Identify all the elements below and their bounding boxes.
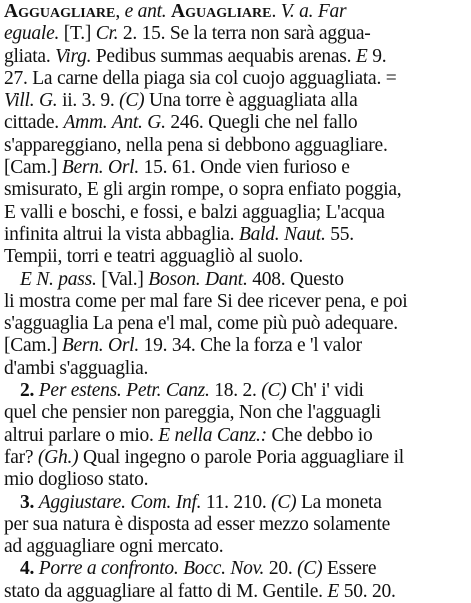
- italic-citation-text: Per estens. Petr. Canz.: [38, 380, 210, 402]
- body-text: Tempii, torri e teatri agguagliò al suolo.: [4, 246, 303, 268]
- body-text: 11. 210.: [201, 491, 272, 513]
- text-line: [4, 157, 467, 179]
- body-text: s'appareggiano, nella pena si debbono agguagliare.: [4, 134, 388, 156]
- body-text: 18. 2.: [209, 380, 262, 402]
- body-text: ad agguagliare ogni mercato.: [4, 536, 224, 558]
- italic-citation-text: eguale.: [4, 23, 60, 45]
- text-line: [4, 380, 467, 402]
- italic-citation-text: (C): [261, 380, 287, 402]
- body-text: La moneta: [296, 491, 382, 513]
- body-text: [Cam.]: [4, 157, 62, 179]
- headword: Aguagliare: [171, 1, 272, 22]
- body-text: [Cam.]: [4, 335, 62, 357]
- body-text: s'agguaglia La pena e'l mal, come più può adequare.: [4, 313, 398, 335]
- body-text: quel che pensier non pareggia, Non che l'agguagli: [4, 402, 381, 424]
- body-text: 9.: [367, 45, 387, 67]
- text-line: [4, 558, 467, 580]
- italic-citation-text: E N. pass.: [20, 268, 97, 290]
- text-line: [4, 46, 467, 68]
- text-line: [4, 335, 467, 357]
- text-line: [4, 68, 467, 90]
- italic-citation-text: Amm. Ant. G.: [63, 112, 166, 134]
- text-line: [4, 269, 467, 291]
- body-text: [T.]: [59, 23, 96, 45]
- text-line: [4, 492, 467, 514]
- text-line: [4, 23, 467, 45]
- italic-citation-text: (C): [297, 558, 323, 580]
- text-line: [4, 358, 467, 380]
- body-text: li mostra come per mal fare Si dee ricever pena, e poi: [4, 290, 408, 312]
- text-line: [4, 581, 467, 603]
- text-line: [4, 313, 467, 335]
- italic-citation-text: (C): [271, 491, 297, 513]
- sense-number: 3.: [20, 491, 35, 513]
- italic-citation-text: Aggiustare. Com. Inf.: [38, 491, 202, 513]
- text-line: [4, 246, 467, 268]
- text-line: [4, 179, 467, 201]
- italic-citation-text: (C): [119, 90, 145, 112]
- italic-citation-text: Bern. Orl.: [61, 335, 139, 357]
- italic-citation-text: Porre a confronto. Bocc. Nov.: [38, 558, 265, 580]
- italic-citation-text: Boson. Dant.: [148, 268, 248, 290]
- body-text: Che debbo io: [266, 424, 373, 446]
- body-text: .: [271, 1, 281, 22]
- body-text: per sua natura è disposta ad esser mezzo solamente: [4, 513, 391, 535]
- body-text: altrui parlare o mio.: [4, 424, 159, 446]
- body-text: Ch' i' vidi: [286, 380, 364, 402]
- sense-number: 2.: [20, 380, 35, 402]
- body-text: smisurato, E gli argin rompe, o sopra enfiato poggia,: [4, 179, 402, 201]
- italic-citation-text: e ant.: [124, 1, 167, 22]
- italic-citation-text: Virg.: [55, 45, 92, 67]
- body-text: Pedibus summas aequabis arenas.: [91, 45, 356, 67]
- body-text: Una torre è agguagliata alla: [144, 90, 358, 112]
- text-line: [4, 536, 467, 558]
- text-line: [4, 135, 467, 157]
- text-line: [4, 1, 467, 23]
- text-line: [4, 425, 467, 447]
- body-text: gliata.: [4, 45, 56, 67]
- italic-citation-text: Vill. G.: [4, 90, 58, 112]
- body-text: 408. Questo: [247, 268, 344, 290]
- body-text: Qual ingegno o parole Poria agguagliare il: [78, 446, 404, 468]
- italic-citation-text: E nella Canz.:: [158, 424, 267, 446]
- body-text: 27. La carne della piaga sia col cuojo agguagliata. =: [4, 67, 397, 89]
- body-text: cittade.: [4, 112, 64, 134]
- italic-citation-text: (Gh.): [37, 446, 79, 468]
- italic-citation-text: Bald. Naut.: [238, 223, 326, 245]
- body-text: ii. 3. 9.: [57, 90, 120, 112]
- dictionary-entry-agguagliare: [4, 1, 467, 603]
- sense-number: 4.: [20, 558, 35, 580]
- text-line: [4, 514, 467, 536]
- text-line: [4, 90, 467, 112]
- text-line: [4, 402, 467, 424]
- text-line: [4, 112, 467, 134]
- text-line: [4, 202, 467, 224]
- body-text: far?: [4, 446, 38, 468]
- italic-citation-text: V. a. Far: [280, 1, 347, 22]
- body-text: 20.: [264, 558, 298, 580]
- italic-citation-text: E: [355, 45, 368, 67]
- body-text: 15. 61. Onde vien furioso e: [138, 157, 350, 179]
- body-text: 50. 20.: [339, 580, 396, 602]
- body-text: infinita altrui la vista abbaglia.: [4, 223, 239, 245]
- italic-citation-text: Bern. Orl.: [61, 157, 139, 179]
- body-text: mio doglioso stato.: [4, 469, 149, 491]
- italic-citation-text: E: [327, 580, 340, 602]
- body-text: E valli e boschi, e fossi, e balzi agguaglia; L'acqua: [4, 201, 385, 223]
- body-text: stato da agguagliare al fatto di M. Gentile.: [4, 580, 328, 602]
- body-text: 55.: [325, 223, 354, 245]
- italic-citation-text: Cr.: [95, 23, 119, 45]
- headword: Agguagliare: [4, 1, 116, 22]
- body-text: 246. Quegli che nel fallo: [165, 112, 358, 134]
- text-line: [4, 224, 467, 246]
- body-text: ,: [115, 1, 125, 22]
- body-text: Essere: [322, 558, 377, 580]
- text-line: [4, 469, 467, 491]
- body-text: d'ambi s'agguaglia.: [4, 357, 149, 379]
- body-text: [Val.]: [96, 268, 149, 290]
- text-line: [4, 447, 467, 469]
- body-text: 19. 34. Che la forza e 'l valor: [138, 335, 362, 357]
- text-line: [4, 291, 467, 313]
- body-text: 2. 15. Se la terra non sarà aggua-: [118, 23, 371, 45]
